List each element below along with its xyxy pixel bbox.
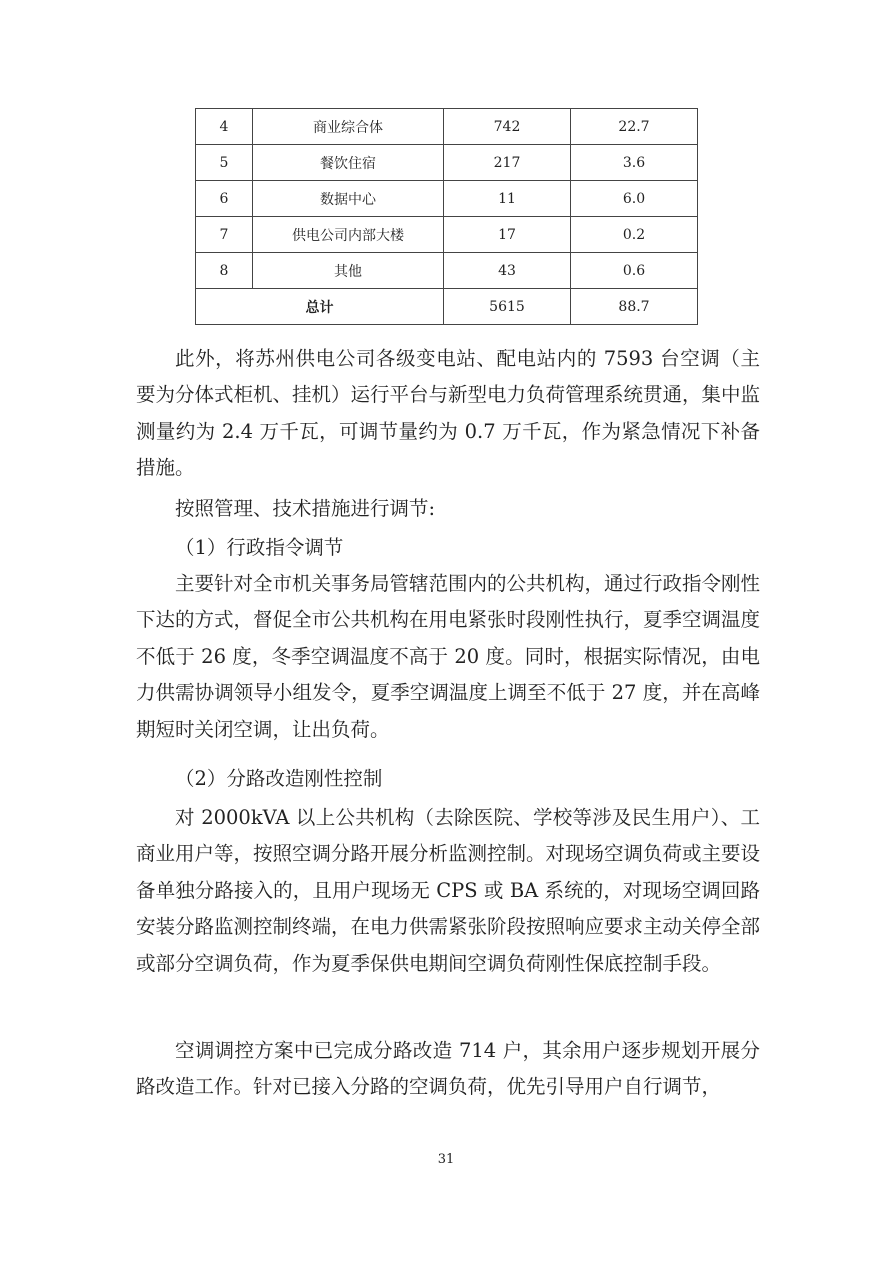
row-category: 商业综合体: [253, 109, 444, 145]
row-category: 其他: [253, 253, 444, 289]
table-row: [196, 109, 698, 145]
row-number: 6: [196, 181, 253, 217]
table-row: [196, 253, 698, 289]
load-table: [195, 108, 698, 325]
row-category: 数据中心: [253, 181, 444, 217]
page-number: 31: [437, 1152, 455, 1167]
row-count: 17: [444, 217, 571, 253]
total-value: 88.7: [571, 289, 698, 325]
row-number: 5: [196, 145, 253, 181]
row-category: 供电公司内部大楼: [253, 217, 444, 253]
section-heading-administrative: （1）行政指令调节: [175, 536, 344, 559]
paragraph-monitoring: 此外，将苏州供电公司各级变电站、配电站内的 7593 台空调（主要为分体式柜机、挂机）运行平台与新型电力负荷管理系统贯通，集中监测量约为 2.4 万千瓦，可调节量约为 0.7 万千瓦，作为紧急情况下补备措施。: [136, 347, 761, 480]
total-count: 5615: [444, 289, 571, 325]
row-value: 0.6: [571, 253, 698, 289]
row-value: 22.7: [571, 109, 698, 145]
table-row: [196, 181, 698, 217]
row-count: 217: [444, 145, 571, 181]
section-heading-circuit-control: （2）分路改造刚性控制: [175, 767, 383, 790]
row-value: 3.6: [571, 145, 698, 181]
paragraph-retrofit: 空调调控方案中已完成分路改造 714 户，其余用户逐步规划开展分路改造工作。针对已接入分路的空调负荷，优先引导用户自行调节，: [136, 1039, 760, 1099]
row-value: 6.0: [571, 181, 698, 217]
row-count: 742: [444, 109, 571, 145]
paragraph-intro: 按照管理、技术措施进行调节:: [175, 497, 436, 520]
table-body: [196, 109, 698, 325]
row-count: 43: [444, 253, 571, 289]
row-number: 8: [196, 253, 253, 289]
data-table-container: [195, 108, 698, 325]
table-row: [196, 145, 698, 181]
table-row: [196, 217, 698, 253]
row-number: 7: [196, 217, 253, 253]
row-category: 餐饮住宿: [253, 145, 444, 181]
table-total-row: [196, 289, 698, 325]
row-number: 4: [196, 109, 253, 145]
row-count: 11: [444, 181, 571, 217]
row-value: 0.2: [571, 217, 698, 253]
paragraph-administrative: 主要针对全市机关事务局管辖范围内的公共机构，通过行政指令刚性下达的方式，督促全市公共机构在用电紧张时段刚性执行，夏季空调温度不低于 26 度，冬季空调温度不高于 20 度。同时，根据实际情况，由电力供需协调领导小组发令，夏季空调温度上调至不低于 27 度，并在高峰期短时关闭空调，让出负荷。: [136, 572, 761, 741]
total-label: 总计: [196, 289, 444, 325]
paragraph-circuit-control: 对 2000kVA 以上公共机构（去除医院、学校等涉及民生用户）、工商业用户等，按照空调分路开展分析监测控制。对现场空调负荷或主要设备单独分路接入的，且用户现场无 CPS 或 BA 系统的，对现场空调回路安装分路监测控制终端，在电力供需紧张阶段按照响应要求主动关停全部或部分空调负荷，作为夏季保供电期间空调负荷刚性保底控制手段。: [136, 806, 761, 975]
